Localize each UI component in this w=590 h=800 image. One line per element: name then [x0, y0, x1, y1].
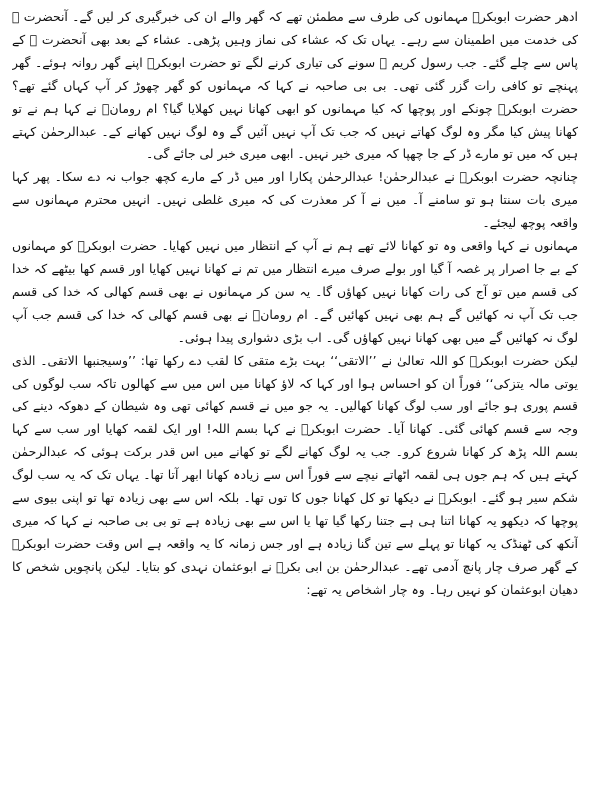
paragraph-1: ادھر حضرت ابوبکرؓ مہمانوں کی طرف سے مطمئن تھے کہ گھر والے ان کی خبرگیری کر لیں گے۔ آنحضرت ﷺ کی خدمت میں اطمینان سے رہے۔ یہاں تک کہ عشاء کی نماز وہیں پڑھی۔ عشاء کے بعد بھی آنحضرت ﷺ کے پاس سے چلے گئے۔ جب رسول کریم ﷺ سونے کی تیاری کرنے لگے تو حضرت ابوبکرؓ اپنے گھر روانہ ہوئے۔ گھر پہنچے تو کافی رات گزر گئی تھی۔ بی بی صاحبہ نے کہا کہ مہمانوں کو گھر چھوڑ کر آپ کہاں گئے تھے؟ حضرت ابوبکرؓ چونکے اور پوچھا کہ کیا مہمانوں کو ابھی کھانا نہیں کھلایا گیا؟ ام رومانؓ نے کہا ہم نے تو کھانا پیش کیا مگر وہ لوگ کھاتے نہیں کہ جب تک آپ نہیں آئیں گے وہ لوگ نہیں کھانے کے۔ عبدالرحمٰن کہتے ہیں کہ میں تو مارے ڈر کے جا چھپا کہ میری خیر نہیں۔ ابھی میری خبر لی جائے گی۔: [12, 9, 578, 162]
paragraph-4: لیکن حضرت ابوبکرؓ کو اللہ تعالیٰ نے ’’الاتقی‘‘ بہت بڑے متقی کا لقب دے رکھا تھا: ’’وسیجنبھا الاتقی۔ الذی یوتی مالہ یتزکی‘‘ فوراً ان کو احساس ہوا اور کہا کہ لاؤ کھانا میں اس میں سے کھالوں تاکہ سب لوگوں کی قسم پوری ہو جائے اور سب لوگ کھانا کھالیں۔ یہ جو میں نے قسم کھائی تھی وہ شیطان کے دھوکہ دینے کی وجہ سے قسم کھائی گئی۔ کھانا آیا۔ حضرت ابوبکرؓ نے کہا بسم اللہ! اور ایک لقمہ کھایا اور سب سے کہا بسم اللہ پڑھ کر کھانا شروع کرو۔ جب یہ لوگ کھانے لگے تو کھانے میں اس قدر برکت ہوئی کہ عبدالرحمٰن کہتے ہیں کہ ہم جوں ہی لقمہ اٹھاتے نیچے سے فوراً اس سے زیادہ کھانا ابھر آتا تھا۔ یہاں تک کہ یہ سب لوگ شکم سیر ہو گئے۔ ابوبکرؓ نے دیکھا تو کل کھانا جوں کا توں تھا۔ بلکہ اس سے بھی زیادہ تھا تو اپنی بیوی سے پوچھا کہ دیکھو یہ کھانا اتنا ہی ہے جتنا رکھا گیا تھا یا اس سے بھی زیادہ ہے تو بی بی صاحبہ نے کہا کہ میری آنکھ کی ٹھنڈک یہ کھانا تو پہلے سے تین گنا زیادہ ہے اور جس زمانہ کا یہ واقعہ ہے اس وقت حضرت ابوبکرؓ کے گھر صرف چار پانچ آدمی تھے۔ عبدالرحمٰن بن ابی بکرؓ نے ابوعثمان نہدی کو بتایا۔ لیکن پانچویں شخص کا دھیان ابوعثمان کو نہیں رہا۔ وہ چار اشخاص یہ تھے:: [12, 352, 578, 597]
paragraph-2: چنانچہ حضرت ابوبکرؓ نے عبدالرحمٰن! عبدالرحمٰن پکارا اور میں ڈر کے مارے کچھ جواب نہ دے سکا۔ پھر کہا میری بات سنتا ہو تو سامنے آ۔ میں نے آ کر معذرت کی کہ میری غلطی نہیں۔ انہیں محترم مہمانوں سے واقعہ پوچھ لیجئے۔: [12, 169, 578, 231]
document-page: [12, 6, 578, 794]
paragraph-3: مہمانوں نے کہا واقعی وہ تو کھانا لائے تھے ہم نے آپ کے انتظار میں نہیں کھایا۔ حضرت ابوبکرؓ کو مہمانوں کے بے جا اصرار پر غصہ آ گیا اور بولے صرف میرے انتظار میں تم نے کھانا نہیں کھایا اور قسم کھا بیٹھے کہ خدا کی قسم میں تو آج کی رات کھانا نہیں کھاؤں گا۔ یہ سن کر مہمانوں نے بھی قسم کھالی کہ خدا کی قسم جب تک آپ نہ کھائیں گے ہم بھی نہیں کھائیں گے۔ ام رومانؓ نے بھی قسم کھالی کہ خدا کی قسم جب آپ لوگ نہ کھائیں گے میں بھی کھانا نہیں کھاؤں گی۔ اب بڑی دشواری پیدا ہوئی۔: [12, 238, 578, 345]
